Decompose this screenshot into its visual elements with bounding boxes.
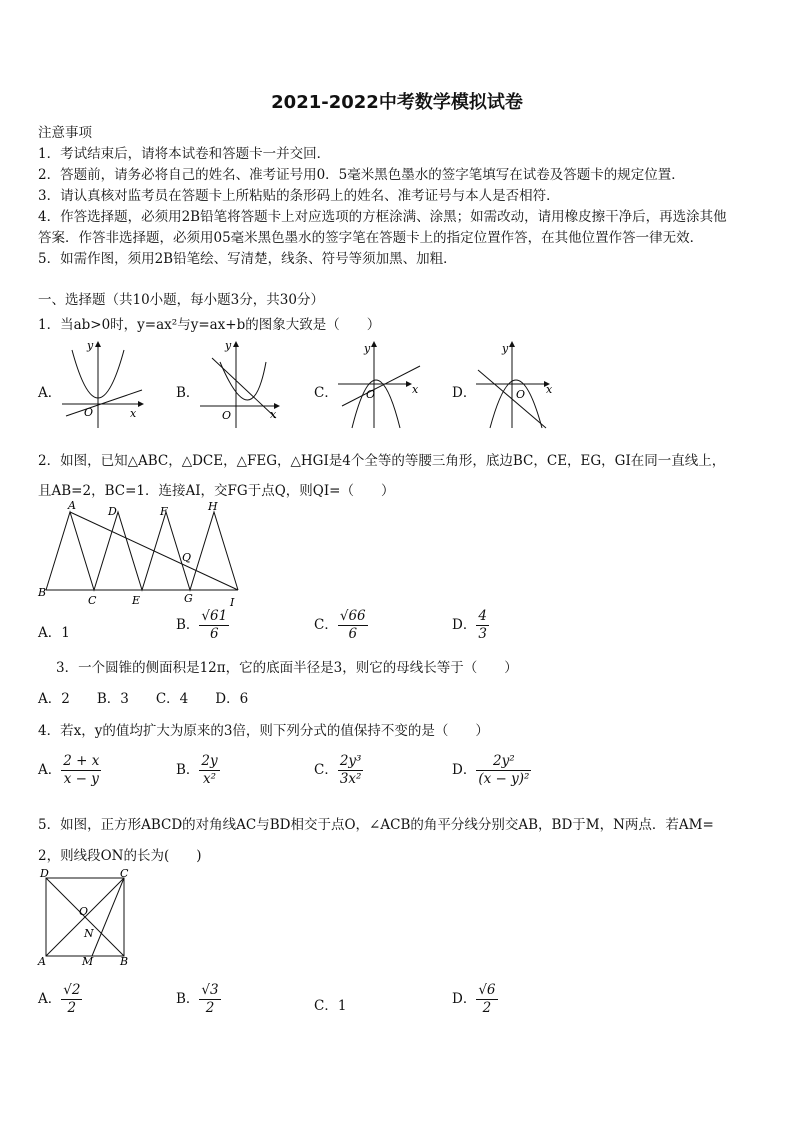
notice-heading: 注意事项: [38, 125, 92, 141]
y-axis-label: y: [87, 339, 94, 352]
question-4-stem: 4．若x，y的值均扩大为原来的3倍，则下列分式的值保持不变的是（ ）: [38, 723, 489, 739]
q1-graph-b: [196, 338, 286, 430]
point-label: A: [68, 499, 76, 512]
q4-option-a: A． $\frac{2 + x}{x - y}$: [38, 753, 100, 787]
question-3-options: A．2 B．3 C．4 D．6: [38, 691, 249, 707]
notice-item: 5．如需作图，须用2B铅笔绘、写清楚，线条、符号等须加黑、加粗．: [38, 251, 457, 267]
q4-option-c: C． $\frac{\text{2y³}}{\text{3x²}}$: [314, 753, 362, 787]
q1-graph-d: [472, 338, 562, 430]
point-label: B: [38, 586, 47, 599]
q5-option-b: B． $\frac{√3}{2}$: [176, 982, 219, 1016]
section-heading: 一、选择题（共10小题，每小题3分，共30分）: [38, 292, 324, 308]
q2-triangles-figure: [36, 498, 246, 610]
q5-option-d: D． $\frac{√6}{2}$: [452, 982, 496, 1016]
x-axis-label: x: [546, 383, 553, 396]
q4-option-d: D． $\frac{\text{2y²}}{\text{(x − y)²}}$: [452, 753, 530, 787]
notice-item: 答案．作答非选择题，必须用05毫米黑色墨水的签字笔在答题卡上的指定位置作答，在其他位置作答一律无效．: [38, 230, 704, 246]
point-label: C: [88, 594, 97, 607]
point-label: O: [79, 905, 89, 918]
q1-option-d-label: D．: [452, 385, 477, 401]
point-label: E: [132, 594, 141, 607]
origin-label: O: [222, 409, 232, 422]
notice-item: 4．作答选择题，必须用2B铅笔将答题卡上对应选项的方框涂满、涂黑；如需改动，请用橡皮擦干净后，再选涂其他: [38, 209, 727, 225]
point-label: A: [38, 955, 46, 968]
point-label: H: [208, 500, 218, 513]
x-axis-label: x: [270, 408, 277, 421]
point-label: C: [120, 868, 129, 880]
q5-square-figure: [34, 868, 138, 968]
y-axis-label: y: [502, 342, 509, 355]
q1-option-a-label: A．: [38, 385, 62, 401]
point-label: D: [40, 868, 49, 880]
point-label: F: [160, 505, 168, 518]
q1-graph-c: [334, 338, 424, 430]
notice-item: 2．答题前，请务必将自己的姓名、准考证号用0．5毫米黑色墨水的签字笔填写在试卷及答题卡的规定位置．: [38, 167, 685, 183]
y-axis-label: y: [364, 342, 371, 355]
point-label: M: [82, 955, 94, 968]
question-5-stem: 5．如图，正方形ABCD的对角线AC与BD相交于点O，∠ACB的角平分线分别交AB，BD于M，N两点．若AM=: [38, 817, 714, 833]
point-label: B: [120, 955, 129, 968]
q2-option-b: B． $\frac{√61}{6}$: [176, 608, 228, 642]
question-2-stem: 2．如图，已知△ABC，△DCE，△FEG，△HGI是4个全等的等腰三角形，底边BC，CE，EG，GI在同一直线上，: [38, 453, 726, 469]
q2-option-a: A．1: [38, 625, 70, 641]
question-5-stem-continued: 2，则线段ON的长为( ): [38, 848, 202, 864]
point-label: D: [108, 505, 117, 518]
q1-graph-a: [58, 338, 148, 430]
origin-label: O: [366, 388, 376, 401]
y-axis-label: y: [225, 339, 232, 352]
question-2-stem-continued: 且AB=2，BC=1．连接AI，交FG于点Q，则QI=（ ）: [38, 483, 395, 499]
q4-option-b: B． $\frac{2y}{\text{x²}}$: [176, 753, 218, 787]
q2-option-c: C． $\frac{√66}{6}$: [314, 608, 366, 642]
x-axis-label: x: [412, 383, 419, 396]
notice-item: 3．请认真核对监考员在答题卡上所粘贴的条形码上的姓名、准考证号与本人是否相符．: [38, 188, 560, 204]
question-3-stem: 3．一个圆锥的侧面积是12π，它的底面半径是3，则它的母线长等于（ ）: [56, 660, 518, 676]
point-label: I: [230, 596, 235, 609]
origin-label: O: [516, 388, 526, 401]
point-label: Q: [182, 551, 192, 564]
origin-label: O: [84, 406, 94, 419]
q5-option-c: C．1: [314, 998, 347, 1014]
point-label: N: [84, 927, 94, 940]
q1-option-c-label: C．: [314, 385, 338, 401]
q2-option-d: D． $\frac{4}{3}$: [452, 608, 487, 642]
question-1-stem: 1．当ab>0时，y=ax²与y=ax+b的图象大致是（ ）: [38, 317, 381, 333]
notice-item: 1．考试结束后，请将本试卷和答题卡一并交回．: [38, 146, 331, 162]
x-axis-label: x: [130, 407, 137, 420]
page-title: 2021-2022中考数学模拟试卷: [271, 92, 523, 113]
point-label: G: [184, 592, 193, 605]
q1-option-b-label: B．: [176, 385, 200, 401]
q5-option-a: A． $\frac{√2}{2}$: [38, 982, 81, 1016]
